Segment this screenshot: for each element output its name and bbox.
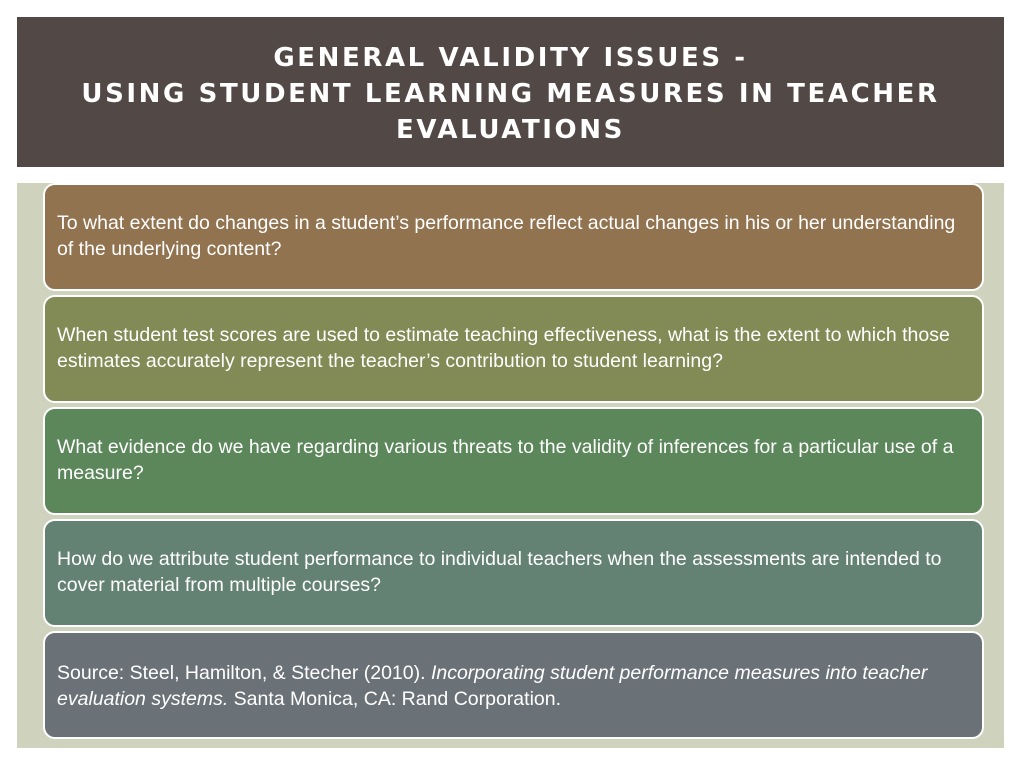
- list-item-attribution: [43, 519, 984, 627]
- list-item-validity-evidence: [43, 407, 984, 515]
- source-suffix: Santa Monica, CA: Rand Corporation.: [228, 688, 562, 710]
- slide-title-bar: [17, 17, 1004, 167]
- list-item-text: To what extent do changes in a student’s performance reflect actual changes in his or her understanding of the underlying content?: [57, 212, 956, 260]
- list-item-text: How do we attribute student performance to individual teachers when the assessments are intended to cover material from multiple courses?: [57, 548, 942, 596]
- list-item-text: When student test scores are used to estimate teaching effectiveness, what is the extent to which those estimates accurately represent the teacher’s contribution to student learning?: [57, 324, 950, 372]
- slide-title-line-2: USING STUDENT LEARNING MEASURES IN TEACHER: [81, 79, 940, 109]
- source-citation: [43, 631, 984, 739]
- slide-title-line-3: EVALUATIONS: [396, 115, 625, 145]
- list-item-extent-of-changes: [43, 183, 984, 291]
- source-prefix: Source: Steel, Hamilton, & Stecher (2010).: [57, 662, 431, 684]
- source-title: Incorporating student performance measures into teacher evaluation systems.: [57, 662, 928, 710]
- list-item-teaching-effectiveness: [43, 295, 984, 403]
- list-item-text: What evidence do we have regarding various threats to the validity of inferences for a particular use of a measure?: [57, 436, 954, 484]
- slide-title-line-1: GENERAL VALIDITY ISSUES -: [273, 43, 748, 73]
- content-area: [17, 183, 1004, 748]
